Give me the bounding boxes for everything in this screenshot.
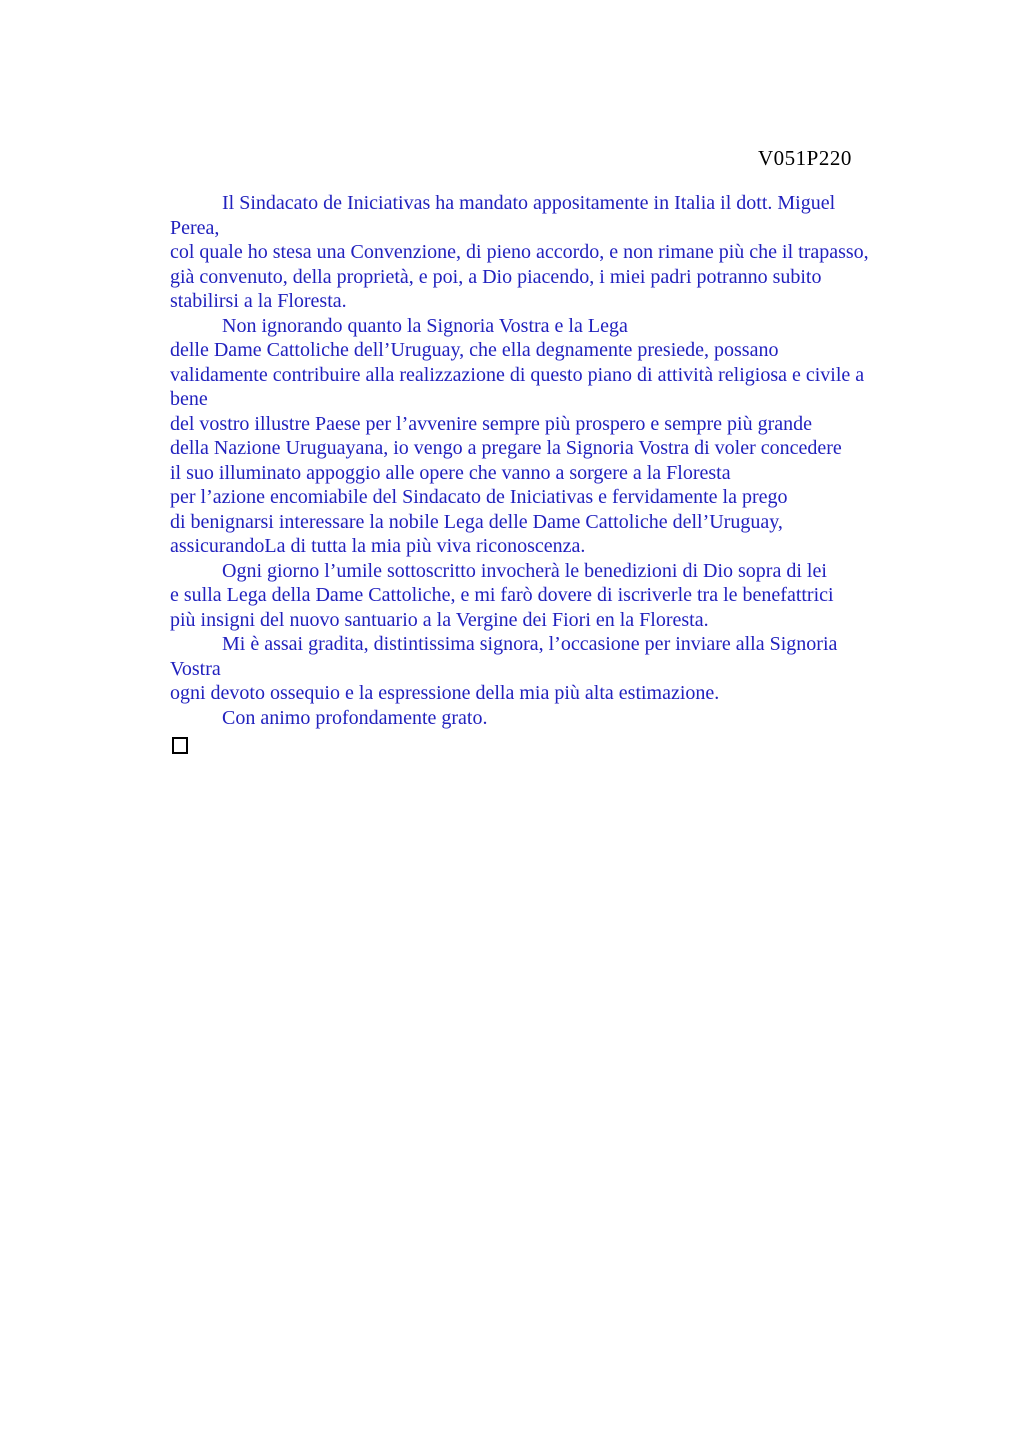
text-line: bene [170,388,208,410]
text-line: Con animo profondamente grato. [222,706,488,729]
text-line: ogni devoto ossequio e la espressione della mia più alta estimazione. [170,682,720,704]
text-line: Perea, [170,216,220,239]
empty-square-glyph [172,737,188,754]
text-line: e sulla Lega della Dame Cattoliche, e mi farò dovere di iscriverle tra le benefattrici [170,584,834,606]
text-line: Non ignorando quanto la Signoria Vostra e la Lega [222,314,628,337]
text-line: già convenuto, della proprietà, e poi, a Dio piacendo, i miei padri potranno subito [170,265,822,288]
text-line: di benignarsi interessare la nobile Lega delle Dame Cattoliche dell’Uruguay, [170,510,783,533]
letter-body [170,191,906,754]
text-line: più insigni del nuovo santuario a la Vergine dei Fiori en la Floresta. [170,608,709,631]
text-line: col quale ho stesa una Convenzione, di pieno accordo, e non rimane più che il trapasso, [170,241,869,263]
text-line: della Nazione Uruguayana, io vengo a pregare la Signoria Vostra di voler concedere [170,437,842,459]
text-line: per l’azione encomiabile del Sindacato de Iniciativas e fervidamente la prego [170,486,788,508]
text-line: Mi è assai gradita, distintissima signora, l’occasione per inviare alla Signoria [222,633,838,655]
text-line: Ogni giorno l’umile sottoscritto invocherà le benedizioni di Dio sopra di lei [222,559,827,582]
text-line: il suo illuminato appoggio alle opere che vanno a sorgere a la Floresta [170,461,731,484]
text-line: Il Sindacato de Iniciativas ha mandato appositamente in Italia il dott. Miguel [222,192,836,214]
page-code: V051P220 [758,146,852,170]
text-line: validamente contribuire alla realizzazione di questo piano di attività religiosa e civile a [170,363,865,386]
text-line: del vostro illustre Paese per l’avvenire sempre più prospero e sempre più grande [170,412,813,435]
text-line: assicurandoLa di tutta la mia più viva riconoscenza. [170,535,586,557]
text-line: stabilirsi a la Floresta. [170,290,347,312]
text-line: Vostra [170,657,221,680]
text-line: delle Dame Cattoliche dell’Uruguay, che ella degnamente presiede, possano [170,339,779,361]
